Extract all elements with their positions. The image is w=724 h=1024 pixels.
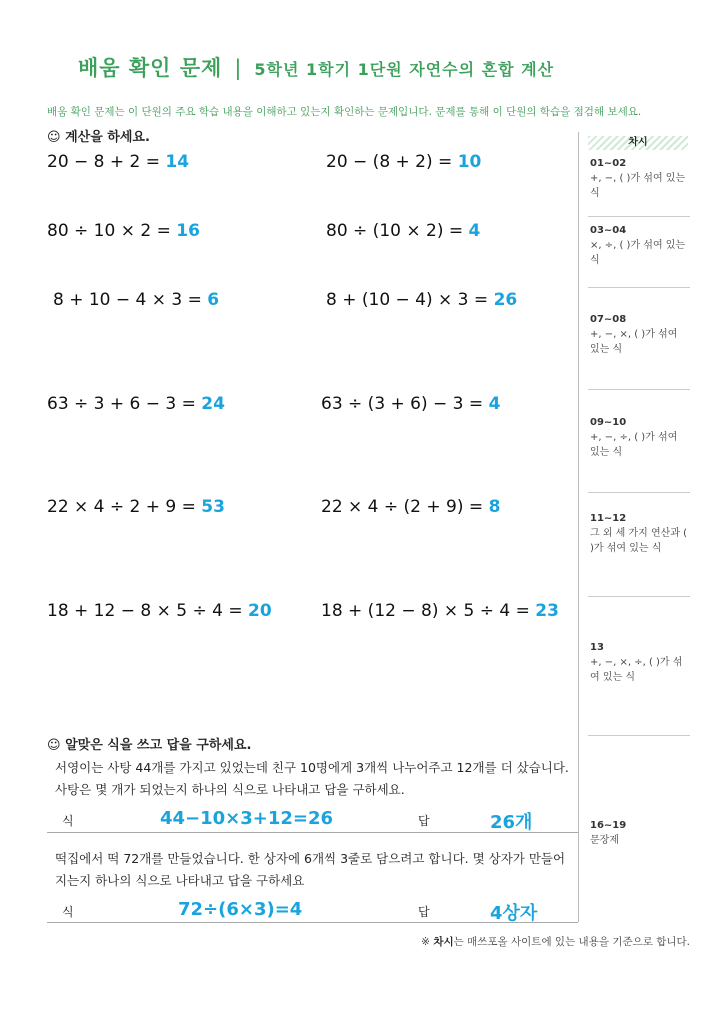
- section1-heading-text: 계산을 하세요.: [65, 130, 150, 145]
- answer: 23: [535, 601, 559, 621]
- problem-1-answer: 26개: [490, 812, 533, 833]
- expression-label: 식: [62, 814, 74, 828]
- smile-icon: ☺: [47, 738, 61, 753]
- equation-left-2: 80 ÷ 10 × 2 = 16: [47, 221, 200, 241]
- answer: 53: [201, 497, 225, 517]
- equation-right-3: 8 + (10 − 4) × 3 = 26: [326, 290, 518, 310]
- answer-label: 답: [418, 814, 430, 828]
- sidebar-heading: 차시: [588, 136, 688, 150]
- section2-heading-text: 알맞은 식을 쓰고 답을 구하세요.: [65, 738, 252, 753]
- equation-right-5: 22 × 4 ÷ (2 + 9) = 8: [321, 497, 501, 517]
- answer: 8: [488, 497, 501, 517]
- intro-text: 배움 확인 문제는 이 단원의 주요 학습 내용을 이해하고 있는지 확인하는 문제입니다. 문제를 통해 이 단원의 학습을 점검해 보세요.: [47, 106, 642, 118]
- equation-left-4: 63 ÷ 3 + 6 − 3 = 24: [47, 394, 225, 414]
- divider: [47, 922, 578, 923]
- problem-1-expression: 44−10×3+12=26: [160, 808, 334, 829]
- divider: [588, 735, 690, 736]
- smile-icon: ☺: [47, 130, 61, 145]
- equation-right-6: 18 + (12 − 8) × 5 ÷ 4 = 23: [321, 601, 559, 621]
- answer: 24: [201, 394, 225, 414]
- equation-right-1: 20 − (8 + 2) = 10: [326, 152, 482, 172]
- equation-left-6: 18 + 12 − 8 × 5 ÷ 4 = 20: [47, 601, 272, 621]
- answer-label: 답: [418, 905, 430, 919]
- section2-heading: [47, 734, 251, 753]
- answer: 10: [457, 152, 482, 172]
- answer: 6: [207, 290, 220, 310]
- sidebar-divider: [578, 132, 579, 922]
- sidebar-item: 13 +, −, ×, ÷, ( )가 섞여 있는 식: [590, 642, 683, 683]
- title-separator: |: [234, 56, 243, 80]
- answer: 26: [493, 290, 518, 310]
- equation-left-1: 20 − 8 + 2 = 14: [47, 152, 190, 172]
- section1-heading: [47, 126, 150, 145]
- answer: 20: [247, 601, 272, 621]
- problem-2-expression: 72÷(6×3)=4: [178, 899, 303, 920]
- divider: [588, 389, 690, 390]
- equation-right-2: 80 ÷ (10 × 2) = 4: [326, 221, 481, 241]
- equation-right-4: 63 ÷ (3 + 6) − 3 = 4: [321, 394, 501, 414]
- expression-label: 식: [62, 905, 74, 919]
- sidebar-item: 11~12 그 외 세 가지 연산과 ( )가 섞여 있는 식: [590, 513, 688, 554]
- problem-1-text: 서영이는 사탕 44개를 가지고 있었는데 친구 10명에게 3개씩 나누어주고 12개를 더 샀습니다. 사탕은 몇 개가 되었는지 하나의 식으로 나타내고 답을 구하세요.: [55, 760, 569, 797]
- sidebar-item: 01~02 +, −, ( )가 섞여 있는 식: [590, 158, 686, 199]
- answer: 14: [165, 152, 190, 172]
- footer-text: 는 매쓰포올 사이트에 있는 내용을 기준으로 합니다.: [453, 936, 690, 948]
- footer-bold: 차시: [433, 936, 454, 948]
- equation-left-5: 22 × 4 ÷ 2 + 9 = 53: [47, 497, 225, 517]
- problem-2-text: 떡집에서 떡 72개를 만들었습니다. 한 상자에 6개씩 3줄로 담으려고 합니다. 몇 상자가 만들어지는지 하나의 식으로 나타내고 답을 구하세요: [55, 851, 566, 888]
- equation-left-3: 8 + 10 − 4 × 3 = 6: [53, 290, 220, 310]
- sidebar-item: 16~19 문장제: [590, 820, 627, 846]
- problem-2-answer: 4상자: [490, 903, 538, 924]
- note-mark: ※: [421, 936, 430, 948]
- sidebar-item: 09~10 +, −, ÷, ( )가 섞여 있는 식: [590, 417, 678, 458]
- divider: [588, 287, 690, 288]
- sidebar-item: 07~08 +, −, ×, ( )가 섞여 있는 식: [590, 314, 678, 355]
- answer: 4: [468, 221, 481, 241]
- footer-note: [421, 934, 690, 949]
- title-main: 배움 확인 문제: [78, 56, 223, 80]
- sidebar-item: 03~04 ×, ÷, ( )가 섞여 있는 식: [590, 225, 686, 266]
- divider: [588, 492, 690, 493]
- page-title: [78, 52, 554, 82]
- divider: [588, 596, 690, 597]
- answer: 16: [176, 221, 200, 241]
- answer: 4: [488, 394, 501, 414]
- divider: [47, 832, 578, 833]
- divider: [588, 216, 690, 217]
- title-subtitle: 5학년 1학기 1단원 자연수의 혼합 계산: [254, 60, 555, 79]
